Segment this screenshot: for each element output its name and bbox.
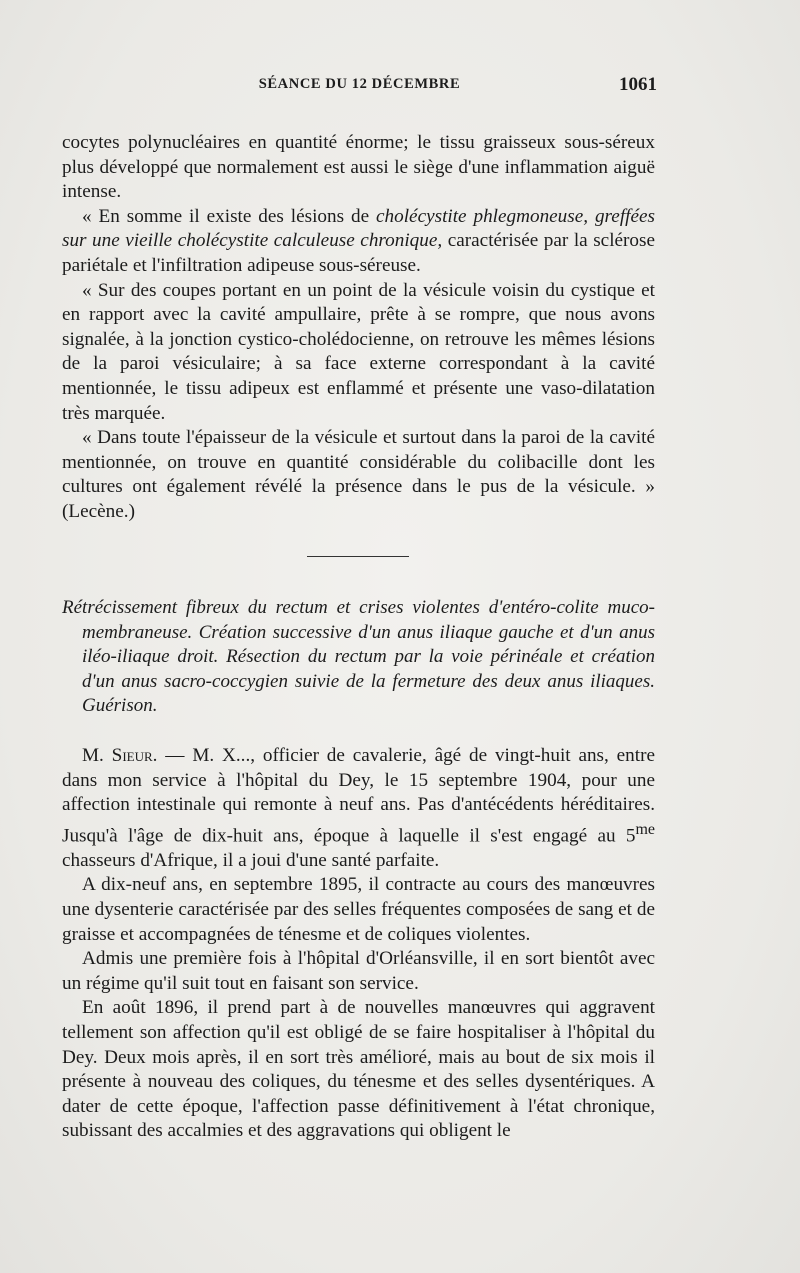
page-number: 1061 xyxy=(619,74,657,95)
case-report-text xyxy=(62,744,655,1144)
paragraph-sections: « Sur des coupes portant en un point de la vésicule voisin du cystique et en rapport avec la cavité ampullaire, prête à se rompre, que nous avons signalée, à la jonction cystico-cholédocienne, on retrouve les mêmes lésions de la paroi vésiculaire; à sa face externe correspondant à la cavité mentionnée, le tissu adipeux est enflammé et présente une vaso-dilatation très marquée. xyxy=(62,279,655,424)
paragraph-continued: cocytes polynucléaires en quantité énorme; le tissu graisseux sous-séreux plus développé que normalement est aussi le siège d'une inflammation aiguë intense. xyxy=(62,132,655,203)
ordinal-superscript: me xyxy=(635,820,655,838)
paragraph-summary xyxy=(62,205,655,279)
section-divider xyxy=(307,556,409,557)
continued-report-text xyxy=(62,131,655,525)
presentation-end: chasseurs d'Afrique, il a joui d'une santé parfaite. xyxy=(62,849,440,871)
running-header xyxy=(62,76,657,100)
case-title-text xyxy=(62,596,655,719)
paragraph-orleansville: Admis une première fois à l'hôpital d'Orléansville, il en sort bientôt avec un régime qu'il suit tout en faisant son service. xyxy=(62,948,655,994)
case-title xyxy=(62,596,655,719)
header-title: SÉANCE DU 12 DÉCEMBRE xyxy=(258,76,461,92)
summary-italic: cholécystite phlegmoneuse, greffées sur une vieille cholécystite calculeuse chronique, xyxy=(62,205,655,252)
paragraph-dysentery: A dix-neuf ans, en septembre 1895, il contracte au cours des manœuvres une dysenterie caractérisée par des selles fréquentes composées de sang et de graisse et accompagnées de ténesme et de coliques violentes. xyxy=(62,874,655,945)
summary-open: « En somme il existe des lésions de xyxy=(82,205,377,227)
summary-close: caractérisée par la sclérose pariétale et l'infiltration adipeuse sous-séreuse. xyxy=(62,230,656,276)
case-title-part1: Rétrécissement fibreux du rectum et crises violentes d'entéro-colite muco-membraneuse. Création successive d'un anus iliaque gauche et d'un anus iléo-iliaque droit. xyxy=(62,597,655,668)
paragraph-presentation xyxy=(62,744,655,873)
presentation-text: — M. X..., officier de cavalerie, âgé de vingt-huit ans, entre dans mon service à l'hôpital du Dey, le 15 septembre 1904, pour une affection intestinale qui remonte à neuf ans. Pas d'antécédents héréditaires. Jusqu'à l'âge de dix-huit ans, époque à laquelle il s'est engagé au 5 xyxy=(62,745,655,847)
speaker-name: M. Sieur. xyxy=(82,745,158,766)
paragraph-colibacille: « Dans toute l'épaisseur de la vésicule et surtout dans la paroi de la cavité mentionnée, on trouve en quantité considérable du colibacille dont les cultures ont également révélé la présence dans le pus de la vésicule. » (Lecène.) xyxy=(62,427,655,522)
paragraph-chronic: En août 1896, il prend part à de nouvelles manœuvres qui aggravent tellement son affection qu'il est obligé de se faire hospitaliser à l'hôpital du Dey. Deux mois après, il en sort très amélioré, mais au bout de six mois il présente à nouveau des coliques, du ténesme et des selles dysentériques. A dater de cette époque, l'affection passe définitivement à l'état chronique, subissant des accalmies et des aggravations qui obligent le xyxy=(62,997,655,1142)
case-title-part2: Résection du rectum par la voie périnéale et création d'un anus sacro-coccygien suivie de la fermeture des deux anus iliaques. Guérison. xyxy=(82,646,655,717)
